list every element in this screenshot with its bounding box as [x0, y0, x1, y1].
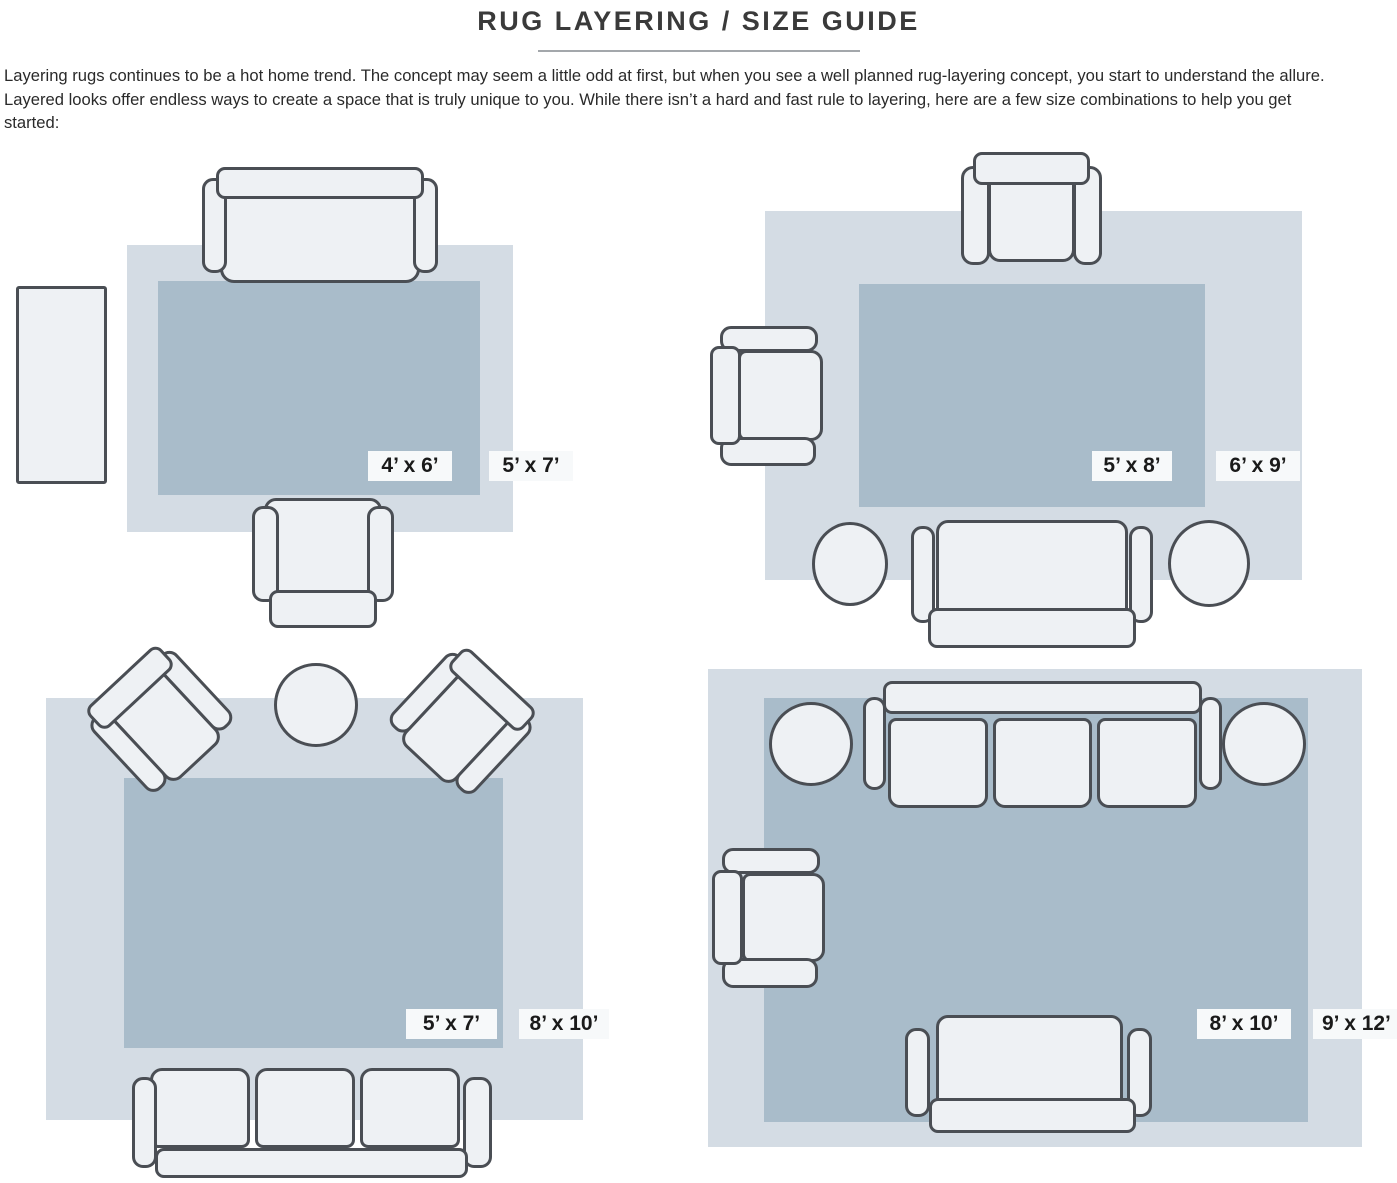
- sofa-back-cushion: [216, 167, 424, 199]
- loveseat: [905, 1015, 1152, 1133]
- sofa-back-cushion: [928, 608, 1136, 648]
- sofa-seat-cushion: [255, 1068, 355, 1148]
- sofa-seat-cushions: [150, 1068, 460, 1148]
- size-label-overlay-rug: 5’ x 8’: [1092, 451, 1172, 481]
- side-table-left: [769, 702, 853, 786]
- armchair-top: [961, 152, 1102, 267]
- armchair-seat: [742, 873, 825, 962]
- sofa-back-cushion: [883, 681, 1202, 714]
- intro-paragraph: Layering rugs continues to be a hot home trend. The concept may seem a little odd at first, but when you see a well planned rug-layering concept, you start to understand the allure. Layered looks offer endless ways to create a space that is truly unique to you. While there isn’t a hard and fast rule to layering, here are a few size combinations to help you get started:: [4, 66, 1325, 132]
- size-label-overlay-rug: 5’ x 7’: [406, 1009, 497, 1039]
- armchair-back-cushion: [269, 590, 377, 628]
- side-table-left: [812, 522, 888, 606]
- round-table: [274, 663, 358, 747]
- size-label-base-rug: 8’ x 10’: [519, 1009, 609, 1039]
- size-label-overlay-rug: 4’ x 6’: [368, 451, 452, 481]
- sofa-seat-cushions: [888, 718, 1197, 808]
- size-label-base-rug: 9’ x 12’: [1313, 1009, 1397, 1039]
- sofa: [863, 678, 1222, 810]
- sofa-arm-left: [863, 697, 886, 790]
- sofa-seat-cushion: [888, 718, 988, 808]
- armchair-left: [710, 326, 823, 466]
- loveseat-back-cushion: [929, 1098, 1136, 1133]
- sofa-seat-cushion: [150, 1068, 250, 1148]
- sofa-seat-cushion: [1097, 718, 1197, 808]
- side-table-right: [1168, 520, 1250, 607]
- sofa-arm-left: [132, 1077, 157, 1168]
- sofa-seat-cushion: [993, 718, 1093, 808]
- loveseat-seat: [936, 1015, 1123, 1108]
- sofa-arm-right: [1199, 697, 1222, 790]
- sofa: [202, 167, 438, 283]
- size-label-base-rug: 6’ x 9’: [1216, 451, 1300, 481]
- armchair-left: [712, 848, 825, 988]
- sofa: [911, 520, 1153, 650]
- sofa: [132, 1068, 492, 1178]
- armchair-arm-right: [367, 506, 394, 602]
- armchair-seat: [738, 350, 823, 441]
- armchair-back-cushion: [712, 870, 743, 965]
- console-table: [16, 286, 107, 484]
- sofa-seat: [936, 520, 1128, 616]
- size-label-overlay-rug: 8’ x 10’: [1197, 1009, 1291, 1039]
- page-title: RUG LAYERING / SIZE GUIDE: [477, 6, 920, 36]
- armchair-back-cushion: [710, 346, 741, 445]
- side-table-right: [1222, 702, 1306, 786]
- sofa-back-cushion: [155, 1148, 468, 1178]
- loveseat-arm-left: [905, 1028, 930, 1117]
- armchair: [252, 498, 394, 628]
- sofa-seat-cushion: [360, 1068, 460, 1148]
- armchair-seat: [264, 498, 382, 598]
- sofa-arm-right: [1129, 526, 1153, 623]
- armchair-back-cushion: [973, 152, 1090, 185]
- size-label-base-rug: 5’ x 7’: [489, 451, 573, 481]
- armchair-arm-left: [252, 506, 279, 602]
